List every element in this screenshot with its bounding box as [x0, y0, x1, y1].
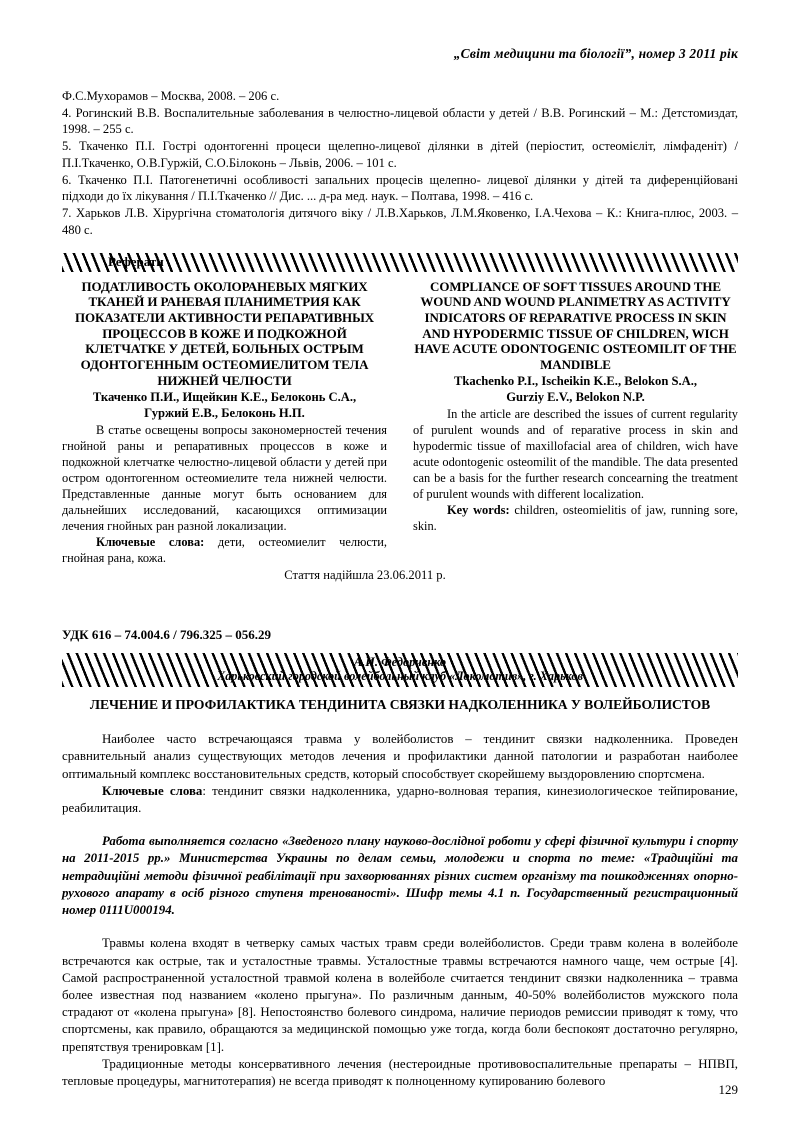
abstract-keywords-ru — [62, 534, 387, 566]
article-funding-note: Работа выполняется согласно «Зведеного плану науково-дослідної роботи у сфері фізичної культури і спорту на 2011-2015 рр.» Министерства Украины по делам семьи, молодежи и спорта по теме: «Традиційні та нетрадиційні методи фізичної реабілітації при захворюваннях різних систем організму та пошкодженнях опорно-рухового апарату в осіб різного ступеня тренованості». Шифр темы 4.1 п. Государственный регистрационный номер 0111U000194. — [62, 834, 738, 918]
article-author-affiliation: Харьковский городской волейбольный клуб «Локомотив», г. Харьков — [217, 669, 583, 683]
abstract-body-en: In the article are described the issues of current regularity of purulent wounds and of reparative process in skin and hypodermic tissue of maxillofacial area of children, wich have acute odontogenic osteomilit of the mandible. The data presented can be a basis for the further research concearning the treatment of purulent wounds with different localization. — [413, 407, 738, 502]
abstract-keywords-ru-text: дети, остеомиелит челюсти, гнойная рана, кожа. — [62, 535, 387, 566]
abstract-authors-ru-line2: Гуржий Е.В., Белоконь Н.П. — [144, 405, 305, 420]
abstracts-section-band — [62, 253, 738, 272]
abstract-body-ru: В статье освещены вопросы закономерностей течения гнойной раны и репаративных процессов в коже и подкожной клетчатке челюстно-лицевой области у детей при остром одонтогенном остеомиелите тела нижней челюсти. Представленные данные могут быть основанием для дальнейших исследований, касающихся оптимизации лечения гнойных ран разной локализации. — [62, 423, 387, 534]
reference-item: 4. Рогинский В.В. Воспалительные заболевания в челюстно-лицевой области у детей / В.В. Рогинский – М.: Детстомиздат, 1998. – 255 с. — [62, 105, 738, 137]
udc-code: УДК 616 – 74.004.6 / 796.325 – 056.29 — [62, 627, 271, 643]
reference-item: 5. Ткаченко П.І. Гострі одонтогенні процеси щелепно-лицевої ділянки в дітей (періостит, остеомієліт, лімфаденіт) / П.І.Ткаченко, О.В.Гуржій, С.О.Білоконь – Львів, 2006. – 101 с. — [62, 139, 738, 170]
abstract-keywords-en-text: children, osteomielitis of jaw, running sore, skin. — [413, 503, 738, 534]
abstract-columns — [62, 279, 738, 567]
article-keywords — [62, 783, 738, 817]
article-keywords-text: : тендинит связки надколенника, ударно-волновая терапия, кинезиологическое тейпирование, реабилитация. — [62, 783, 738, 815]
abstract-authors-en-line1: Tkachenko P.I., Ischeikin K.E., Belokon S.A., — [453, 373, 698, 388]
article-author-band-text — [62, 653, 738, 684]
reference-list — [62, 88, 738, 239]
abstract-authors-ru-line1: Ткаченко П.И., Ищейкин К.Е., Белоконь С.А., — [92, 389, 357, 404]
abstract-column-en — [413, 279, 738, 567]
article-keywords-label: Ключевые слова — [102, 783, 203, 798]
running-head: „Світ медицини та біології”, номер 3 2011 рік — [453, 46, 738, 61]
reference-item: Ф.С.Мухорамов – Москва, 2008. – 206 с. — [62, 89, 280, 103]
abstract-column-ru — [62, 279, 387, 567]
abstract-keywords-en — [413, 502, 738, 534]
abstract-title-en: COMPLIANCE OF SOFT TISSUES AROUND THE WOUND AND WOUND PLANIMETRY AS ACTIVITY INDICATORS OF REPARATIVE PROCESS IN SKIN AND HYPODERMIC TISSUE OF CHILDREN, WICH HAVE ACUTE ODONTOGENIC OSTEOMILIT OF THE MANDIBLE — [414, 278, 737, 373]
received-date-line: Стаття надійшла 23.06.2011 р. — [284, 568, 446, 583]
article-author-band — [62, 653, 738, 687]
article-abstract: Наиболее часто встречающаяся травма у волейболистов – тендинит связки надколенника. Проведен сравнительный анализ существующих методов лечения и профилактики данной патологии и разработан наиболее оптимальный комплекс восстановительных средств, который способствует скорейшему выздоровлению спортсмена. — [62, 732, 738, 781]
abstract-keywords-ru-label: Ключевые слова: — [96, 535, 205, 550]
reference-item: 7. Харьков Л.В. Хірургічна стоматологія дитячого віку / Л.В.Харьков, Л.М.Яковенко, І.А.Чехова – К.: Книга-плюс, 2003. – 480 с. — [62, 206, 738, 237]
article-paragraph-2: Традиционные методы консервативного лечения (нестероидные противовоспалительные препараты – НПВП, тепловые процедуры, магнитотерапия) не всегда приводят к полноценному купированию болевого — [62, 1056, 738, 1089]
page-number: 129 — [718, 1082, 738, 1097]
reference-item: 6. Ткаченко П.І. Патогенетичні особливості запальних процесів щелепно- лицевої ділянки у дітей та диференційовані підходи до їх лікування / П.І.Ткаченко // Дис. ... д-ра мед. наук. – Полтава, 1998. – 416 с. — [62, 172, 738, 204]
article-title: ЛЕЧЕНИЕ И ПРОФИЛАКТИКА ТЕНДИНИТА СВЯЗКИ НАДКОЛЕННИКА У ВОЛЕЙБОЛИСТОВ — [89, 697, 711, 713]
abstracts-band-label: Реферати — [108, 253, 164, 269]
abstract-authors-en-line2: Gurziy E.V., Belokon N.P. — [506, 390, 645, 405]
article-paragraph-1: Травмы колена входят в четверку самых частых травм среди волейболистов. Среди травм колена в волейболе встречаются как острые, так и усталостные травмы. Усталостные травмы встречаются намного чаще, чем острые [4]. Самой распространенной усталостной травмой колена в волейболе считается тендинит связки надколенника – травма более известная под названием «колено прыгуна». По различным данным, 40-50% волейболистов мужского пола страдают от «колена прыгуна» [8]. Непостоянство болевого синдрома, наличие периодов ремиссии приводят к тому, что спортсмены, как правило, обращаются за медицинской помощью уже тогда, когда боли беспокоят достаточно регулярно, препятствуя тренировкам [1]. — [62, 936, 738, 1054]
article-author-name: А.И. Федорченко — [353, 655, 447, 670]
abstract-keywords-en-label: Key words: — [447, 503, 510, 518]
abstract-title-ru: ПОДАТЛИВОСТЬ ОКОЛОРАНЕВЫХ МЯГКИХ ТКАНЕЙ И РАНЕВАЯ ПЛАНИМЕТРИЯ КАК ПОКАЗАТЕЛИ АКТИВНОСТИ РЕПАРАТИВНЫХ ПРОЦЕССОВ В КОЖЕ И ПОДКОЖНОЙ КЛЕТЧАТКЕ У ДЕТЕЙ, БОЛЬНЫХ ОСТРЫМ ОДОНТОГЕННЫМ ОСТЕОМИЕЛИТОМ ТЕЛА НИЖНЕЙ ЧЕЛЮСТИ — [74, 278, 375, 388]
